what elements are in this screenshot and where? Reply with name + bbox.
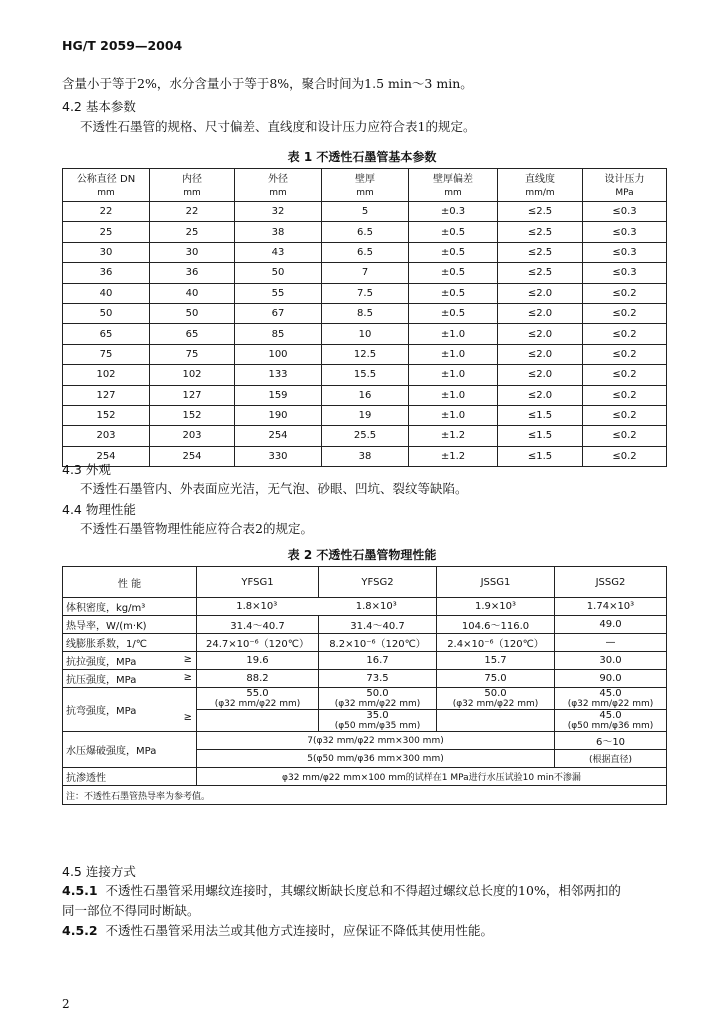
table-cell: 50 (235, 263, 322, 283)
table-cell: ≤0.2 (583, 385, 667, 405)
table-cell: ≤2.5 (498, 202, 583, 222)
table-cell: 25.5 (322, 426, 409, 446)
table2 (62, 566, 667, 805)
table-cell: ≤0.2 (583, 405, 667, 425)
table-cell: 100 (235, 344, 322, 364)
expansion-jssg2: — (555, 634, 667, 652)
table-cell: ±1.0 (409, 365, 498, 385)
table-cell: 36 (150, 263, 235, 283)
table-cell: ≤2.0 (498, 385, 583, 405)
intro-line: 含量小于等于2%，水分含量小于等于8%，聚合时间为1.5 min～3 min。 (62, 76, 473, 91)
density-label: 体积密度，kg/m³ (63, 598, 197, 616)
table-cell: 127 (63, 385, 150, 405)
table-cell: 7.5 (322, 283, 409, 303)
table-cell: ≤0.3 (583, 202, 667, 222)
table-cell: ≤0.2 (583, 426, 667, 446)
thermal-yfsg2: 31.4～40.7 (319, 616, 437, 634)
table-cell: ≤0.2 (583, 303, 667, 323)
table-cell: ±0.5 (409, 263, 498, 283)
burst-line1: 7(φ32 mm/φ22 mm×300 mm) (197, 732, 555, 750)
table-cell: 254 (63, 446, 150, 466)
table-cell: 16 (322, 385, 409, 405)
section-4-2-text: 不透性石墨管的规格、尺寸偏差、直线度和设计压力应符合表1的规定。 (80, 119, 476, 134)
table-cell: ≤0.2 (583, 324, 667, 344)
table-cell: ≤2.5 (498, 263, 583, 283)
table-cell: 40 (63, 283, 150, 303)
table-cell: 22 (150, 202, 235, 222)
table-cell: ≤2.0 (498, 344, 583, 364)
tensile-yfsg1: 19.6 (197, 652, 319, 670)
table1 (62, 168, 667, 467)
table-cell: ≤0.2 (583, 365, 667, 385)
compressive-jssg1: 75.0 (437, 670, 555, 688)
table-cell: 203 (150, 426, 235, 446)
table-row (63, 344, 667, 364)
thermal-jssg1: 104.6～116.0 (437, 616, 555, 634)
t1-header: 公称直径 DN (63, 169, 150, 186)
table-cell: 50 (150, 303, 235, 323)
section-4-5-heading: 4.5 连接方式 (62, 864, 136, 879)
table-cell: ±0.3 (409, 202, 498, 222)
table-cell: ±1.2 (409, 446, 498, 466)
table-cell: 254 (150, 446, 235, 466)
table-cell: ±1.2 (409, 426, 498, 446)
burst-jssg2-2: (根据直径) (555, 750, 667, 768)
bending-jssg1: 50.0 (φ32 mm/φ22 mm) (437, 688, 555, 710)
burst-line2: 5(φ50 mm/φ36 mm×300 mm) (197, 750, 555, 768)
t1-unit: mm/m (498, 185, 583, 202)
t1-unit: mm (150, 185, 235, 202)
table-cell: 38 (322, 446, 409, 466)
t1-unit: mm (322, 185, 409, 202)
table2-caption: 表 2 不透性石墨管物理性能 (287, 548, 437, 562)
section-4-4-text: 不透性石墨管物理性能应符合表2的规定。 (80, 521, 313, 536)
table-cell: ≤1.5 (498, 405, 583, 425)
table2-note: 注：不透性石墨管热导率为参考值。 (63, 786, 667, 805)
table-cell: ≤0.3 (583, 242, 667, 262)
t1-header: 外径 (235, 169, 322, 186)
table-row (63, 446, 667, 466)
table-cell: 152 (150, 405, 235, 425)
tensile-jssg2: 30.0 (555, 652, 667, 670)
impermeability-text: φ32 mm/φ22 mm×100 mm的试样在1 MPa进行水压试验10 min不渗漏 (197, 768, 667, 786)
table-cell: 8.5 (322, 303, 409, 323)
expansion-yfsg1: 24.7×10⁻⁶（120℃） (197, 634, 319, 652)
table-cell: 43 (235, 242, 322, 262)
t1-unit: MPa (583, 185, 667, 202)
expansion-label: 线膨胀系数，1/℃ (63, 634, 197, 652)
table-cell: ±1.0 (409, 324, 498, 344)
table-cell: 30 (150, 242, 235, 262)
thermal-jssg2: 49.0 (555, 616, 667, 634)
table-cell: 15.5 (322, 365, 409, 385)
table-cell: 7 (322, 263, 409, 283)
bending-yfsg1: 55.0 (φ32 mm/φ22 mm) (197, 688, 319, 710)
table-cell: 5 (322, 202, 409, 222)
table-cell: 133 (235, 365, 322, 385)
table-cell: 10 (322, 324, 409, 344)
t1-header: 设计压力 (583, 169, 667, 186)
page-number: 2 (62, 997, 70, 1011)
table-cell: ±0.5 (409, 222, 498, 242)
table-row (63, 385, 667, 405)
standard-header: HG/T 2059—2004 (62, 38, 183, 53)
table-cell: 203 (63, 426, 150, 446)
table-cell: ≤2.0 (498, 324, 583, 344)
table1-body (63, 202, 667, 467)
compressive-yfsg2: 73.5 (319, 670, 437, 688)
table-cell: 75 (150, 344, 235, 364)
t1-unit: mm (63, 185, 150, 202)
tensile-yfsg2: 16.7 (319, 652, 437, 670)
bending-yfsg2-a: 50.0 (φ32 mm/φ22 mm) (319, 688, 437, 710)
table-cell: ≤2.0 (498, 303, 583, 323)
t1-header: 壁厚 (322, 169, 409, 186)
table-cell: 127 (150, 385, 235, 405)
section-4-5-1-cont: 同一部位不得同时断缺。 (62, 903, 200, 918)
tensile-jssg1: 15.7 (437, 652, 555, 670)
section-4-4-heading: 4.4 物理性能 (62, 502, 136, 517)
table-cell: ±0.5 (409, 283, 498, 303)
table-cell: 152 (63, 405, 150, 425)
density-jssg2: 1.74×10³ (555, 598, 667, 616)
bending-jssg2-a: 45.0 (φ32 mm/φ22 mm) (555, 688, 667, 710)
section-4-3-text: 不透性石墨管内、外表面应光洁，无气泡、砂眼、凹坑、裂纹等缺陷。 (80, 481, 468, 496)
t2-head-yfsg1: YFSG1 (197, 567, 319, 598)
t1-header: 壁厚偏差 (409, 169, 498, 186)
table-cell: 6.5 (322, 222, 409, 242)
table-cell: 25 (150, 222, 235, 242)
table-cell: 102 (150, 365, 235, 385)
table-cell: 55 (235, 283, 322, 303)
table-row (63, 365, 667, 385)
table-cell: ≤2.0 (498, 283, 583, 303)
table-cell: ≤0.3 (583, 222, 667, 242)
table-cell: 19 (322, 405, 409, 425)
section-4-5-1: 4.5.1 不透性石墨管采用螺纹连接时，其螺纹断缺长度总和不得超过螺纹总长度的10%，相邻两扣的 (62, 883, 621, 898)
table-cell: ≤0.2 (583, 283, 667, 303)
t2-head-jssg2: JSSG2 (555, 567, 667, 598)
bending-yfsg2-b: 35.0 (φ50 mm/φ35 mm) (319, 710, 437, 732)
table-row (63, 222, 667, 242)
table-cell: 36 (63, 263, 150, 283)
t1-header: 直线度 (498, 169, 583, 186)
table-cell: ±1.0 (409, 385, 498, 405)
t1-header: 内径 (150, 169, 235, 186)
tensile-label: 抗拉强度，MPa ≥ (63, 652, 197, 670)
bending-label: 抗弯强度，MPa ≥ (63, 688, 197, 732)
table-row (63, 405, 667, 425)
table-cell: 102 (63, 365, 150, 385)
table-cell: ≤1.5 (498, 426, 583, 446)
density-jssg1: 1.9×10³ (437, 598, 555, 616)
table-cell: ±0.5 (409, 242, 498, 262)
table-cell: 75 (63, 344, 150, 364)
expansion-yfsg2: 8.2×10⁻⁶（120℃） (319, 634, 437, 652)
table1-caption: 表 1 不透性石墨管基本参数 (287, 150, 437, 164)
burst-label: 水压爆破强度，MPa (63, 732, 197, 768)
table-cell: ±1.0 (409, 344, 498, 364)
table-cell: 30 (63, 242, 150, 262)
section-4-5-2: 4.5.2 不透性石墨管采用法兰或其他方式连接时，应保证不降低其使用性能。 (62, 923, 494, 938)
table-cell: ≤0.2 (583, 344, 667, 364)
t2-head-yfsg2: YFSG2 (319, 567, 437, 598)
section-4-2-heading: 4.2 基本参数 (62, 99, 136, 114)
table-cell: 159 (235, 385, 322, 405)
table-cell: 65 (150, 324, 235, 344)
compressive-jssg2: 90.0 (555, 670, 667, 688)
t1-unit: mm (409, 185, 498, 202)
table-cell: 50 (63, 303, 150, 323)
table-cell: ≤1.5 (498, 446, 583, 466)
table-row (63, 242, 667, 262)
table-cell: 12.5 (322, 344, 409, 364)
thermal-label: 热导率，W/(m·K) (63, 616, 197, 634)
table-row (63, 324, 667, 344)
t1-unit: mm (235, 185, 322, 202)
table-cell: 6.5 (322, 242, 409, 262)
table-cell: 22 (63, 202, 150, 222)
table-cell: ≤0.3 (583, 263, 667, 283)
t2-head-property: 性 能 (63, 567, 197, 598)
t2-head-jssg1: JSSG1 (437, 567, 555, 598)
table-cell: 190 (235, 405, 322, 425)
density-yfsg: 1.8×10³ 1.8×10³ (197, 598, 437, 616)
table-row (63, 263, 667, 283)
table-cell: ≤2.5 (498, 222, 583, 242)
table-cell: 65 (63, 324, 150, 344)
section-4-3-heading: 4.3 外观 (62, 462, 111, 477)
table-cell: ≤0.2 (583, 446, 667, 466)
compressive-yfsg1: 88.2 (197, 670, 319, 688)
table-cell: 32 (235, 202, 322, 222)
table-cell: ≤2.5 (498, 242, 583, 262)
table-cell: 38 (235, 222, 322, 242)
table-cell: 25 (63, 222, 150, 242)
table-cell: ±0.5 (409, 303, 498, 323)
table-row (63, 202, 667, 222)
table-cell: ±1.0 (409, 405, 498, 425)
table-cell: ≤2.0 (498, 365, 583, 385)
burst-jssg2-1: 6～10 (555, 732, 667, 750)
bending-jssg2-b: 45.0 (φ50 mm/φ36 mm) (555, 710, 667, 732)
table-cell: 330 (235, 446, 322, 466)
table-cell: 85 (235, 324, 322, 344)
compressive-label: 抗压强度，MPa ≥ (63, 670, 197, 688)
table-cell: 254 (235, 426, 322, 446)
table-row (63, 303, 667, 323)
table-cell: 40 (150, 283, 235, 303)
table-row (63, 283, 667, 303)
impermeability-label: 抗渗透性 (63, 768, 197, 786)
thermal-yfsg1: 31.4～40.7 (197, 616, 319, 634)
table-cell: 67 (235, 303, 322, 323)
expansion-jssg1: 2.4×10⁻⁶（120℃） (437, 634, 555, 652)
table-row (63, 426, 667, 446)
